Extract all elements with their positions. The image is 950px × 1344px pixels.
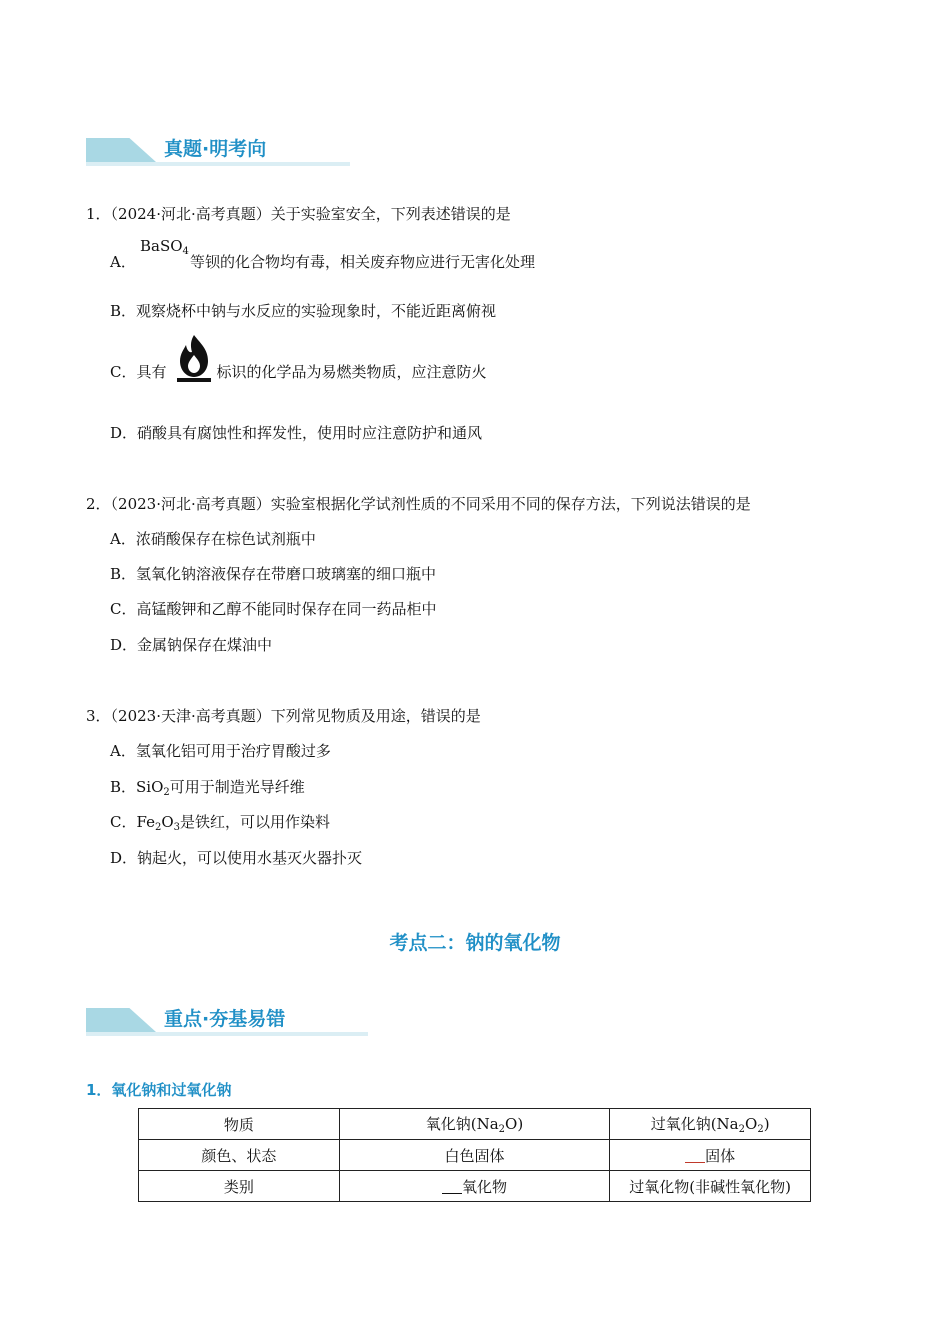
question-2-stem: 2．（2023·河北·高考真题）实验室根据化学试剂性质的不同采用不同的保存方法，下列说法错误的是	[86, 495, 751, 513]
question-3-option-c: C．$Fe_2O_3$是铁红，可以用作染料	[110, 813, 331, 833]
table-cell: 氧化物	[339, 1171, 610, 1202]
question-3-option-d: D．钠起火，可以使用水基灭火器扑灭	[110, 849, 363, 867]
banner-underline	[86, 162, 350, 166]
question-1-stem: 1．（2024·河北·高考真题）关于实验室安全，下列表述错误的是	[86, 205, 511, 223]
question-3-option-b: B．SiO$_2$可用于制造光导纤维	[110, 778, 305, 798]
banner-title: 真题·明考向	[164, 138, 267, 160]
table-header-cell: 过氧化钠$(Na_2O_2)$	[610, 1109, 811, 1140]
banner-underline	[86, 1032, 368, 1036]
table-header-cell: 物质	[139, 1109, 340, 1140]
fill-blank	[442, 1179, 462, 1194]
table-row	[139, 1109, 811, 1140]
question-1-option-d: D．硝酸具有腐蚀性和挥发性，使用时应注意防护和通风	[110, 424, 483, 442]
banner-triangle	[86, 138, 156, 162]
option-a-text: 等钡的化合物均有毒，相关废弃物应进行无害化处理	[190, 253, 536, 271]
question-2-option-b: B．氢氧化钠溶液保存在带磨口玻璃塞的细口瓶中	[110, 565, 437, 583]
table-cell: 类别	[139, 1171, 340, 1202]
question-1-option-b: B．观察烧杯中钠与水反应的实验现象时，不能近距离俯视	[110, 302, 497, 320]
banner-triangle	[86, 1008, 156, 1032]
table-cell: 固体	[610, 1140, 811, 1171]
question-2-option-a: A．浓硝酸保存在棕色试剂瓶中	[110, 530, 316, 548]
option-a-label: A．	[110, 253, 136, 271]
oxide-comparison-table	[138, 1108, 811, 1202]
table-row	[139, 1171, 811, 1202]
table-cell: 颜色、状态	[139, 1140, 340, 1171]
table-cell: 过氧化物(非碱性氧化物)	[610, 1171, 811, 1202]
section-title: 考点二：钠的氧化物	[389, 932, 561, 954]
question-2-option-c: C．高锰酸钾和乙醇不能同时保存在同一药品柜中	[110, 600, 437, 618]
formula-baso4: BaSO$_4$	[140, 237, 189, 257]
banner-title: 重点·夯基易错	[164, 1008, 286, 1030]
table-cell: 白色固体	[339, 1140, 610, 1171]
fill-blank	[685, 1148, 705, 1163]
table-row	[139, 1140, 811, 1171]
question-3-option-a: A．氢氧化铝可用于治疗胃酸过多	[110, 742, 331, 760]
question-2-option-d: D．金属钠保存在煤油中	[110, 636, 273, 654]
subsection-title: 1．氧化钠和过氧化钠	[86, 1081, 232, 1099]
question-1-option-c: C．具有 标识的化学品为易燃类物质，应注意防火	[110, 363, 487, 381]
flammable-icon	[173, 333, 215, 383]
question-3-stem: 3．（2023·天津·高考真题）下列常见物质及用途，错误的是	[86, 707, 481, 725]
table-header-cell: 氧化钠$(Na_2O)$	[339, 1109, 610, 1140]
